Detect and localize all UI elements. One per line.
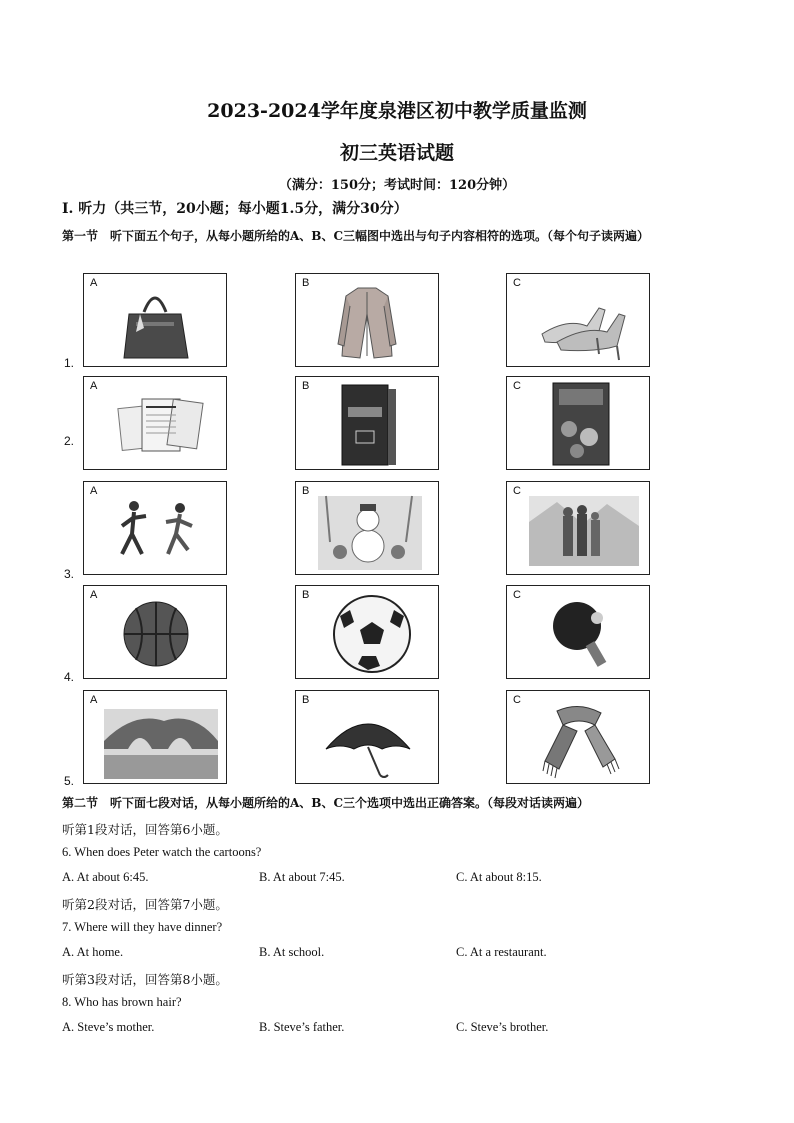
option-label: A [90, 277, 98, 289]
answer-option[interactable]: A. At about 6:45. [62, 870, 149, 884]
option-label: C [513, 485, 521, 497]
scarf-icon [507, 691, 649, 783]
picture-option[interactable] [83, 273, 227, 367]
option-label: C [513, 589, 521, 601]
stone-bridge-icon [84, 691, 226, 783]
answer-option[interactable]: C. Steve’s brother. [456, 1020, 549, 1034]
option-label: A [90, 485, 98, 497]
option-label: A [90, 589, 98, 601]
answer-option[interactable]: A. At home. [62, 945, 124, 959]
option-label: B [302, 380, 310, 392]
section-heading: Ⅰ. 听力（共三节，20小题；每小题1.5分，满分30分） [62, 201, 408, 217]
dialogue-intro: 听第2段对话，回答第7小题。 [62, 897, 228, 912]
option-label: C [513, 380, 521, 392]
question-number: 2. [64, 434, 75, 448]
picture-option[interactable] [295, 690, 439, 784]
option-label: C [513, 694, 521, 706]
running-people-icon [84, 482, 226, 574]
question-text: 6. When does Peter watch the cartoons? [62, 845, 262, 859]
dialogue-intro: 听第1段对话，回答第6小题。 [62, 822, 228, 837]
answer-option[interactable]: B. At school. [259, 945, 325, 959]
picture-option[interactable] [295, 481, 439, 575]
fairy-tale-book-icon [507, 377, 649, 469]
picture-option[interactable] [506, 585, 650, 679]
basketball-icon [84, 586, 226, 678]
question-text: 8. Who has brown hair? [62, 995, 182, 1009]
picture-option[interactable] [506, 376, 650, 470]
family-walking-icon [507, 482, 649, 574]
snowman-icon [296, 482, 438, 574]
option-label: B [302, 277, 310, 289]
picture-option[interactable] [295, 585, 439, 679]
answer-option[interactable]: C. At about 8:15. [456, 870, 542, 884]
answer-option[interactable]: A. Steve’s mother. [62, 1020, 155, 1034]
picture-option[interactable] [295, 376, 439, 470]
picture-option[interactable] [83, 585, 227, 679]
picture-option[interactable] [506, 481, 650, 575]
exam-title: 2023-2024学年度泉港区初中教学质量监测 [207, 100, 587, 122]
picture-option[interactable] [83, 481, 227, 575]
part2-instruction: 第二节 听下面七段对话，从每小题所给的A、B、C三个选项中选出正确答案。（每段对话读两遍） [62, 796, 590, 810]
umbrella-icon [296, 691, 438, 783]
coat-icon [296, 274, 438, 366]
soccer-ball-icon [296, 586, 438, 678]
question-number: 3. [64, 567, 75, 581]
option-label: C [513, 277, 521, 289]
option-label: A [90, 694, 98, 706]
high-heel-shoes-icon [507, 274, 649, 366]
option-label: B [302, 589, 310, 601]
picture-option[interactable] [506, 273, 650, 367]
exam-subtitle: 初三英语试题 [339, 142, 454, 164]
question-number: 4. [64, 670, 75, 684]
dictionary-icon [296, 377, 438, 469]
answer-option[interactable]: C. At a restaurant. [456, 945, 547, 959]
part1-instruction: 第一节 听下面五个句子，从每小题所给的A、B、C三幅图中选出与句子内容相符的选项。（每个句子读两遍） [62, 229, 650, 243]
picture-option[interactable] [83, 690, 227, 784]
picture-option[interactable] [506, 690, 650, 784]
option-label: A [90, 380, 98, 392]
score-info: （满分：150分；考试时间：120分钟） [278, 178, 516, 193]
question-number: 1. [64, 356, 75, 370]
handbag-icon [84, 274, 226, 366]
answer-option[interactable]: B. Steve’s father. [259, 1020, 345, 1034]
dialogue-intro: 听第3段对话，回答第8小题。 [62, 972, 228, 987]
answer-option[interactable]: B. At about 7:45. [259, 870, 345, 884]
option-label: B [302, 694, 310, 706]
option-label: B [302, 485, 310, 497]
newspapers-icon [84, 377, 226, 469]
picture-option[interactable] [83, 376, 227, 470]
question-number: 5. [64, 774, 75, 788]
ping-pong-paddle-icon [507, 586, 649, 678]
picture-option[interactable] [295, 273, 439, 367]
question-text: 7. Where will they have dinner? [62, 920, 223, 934]
